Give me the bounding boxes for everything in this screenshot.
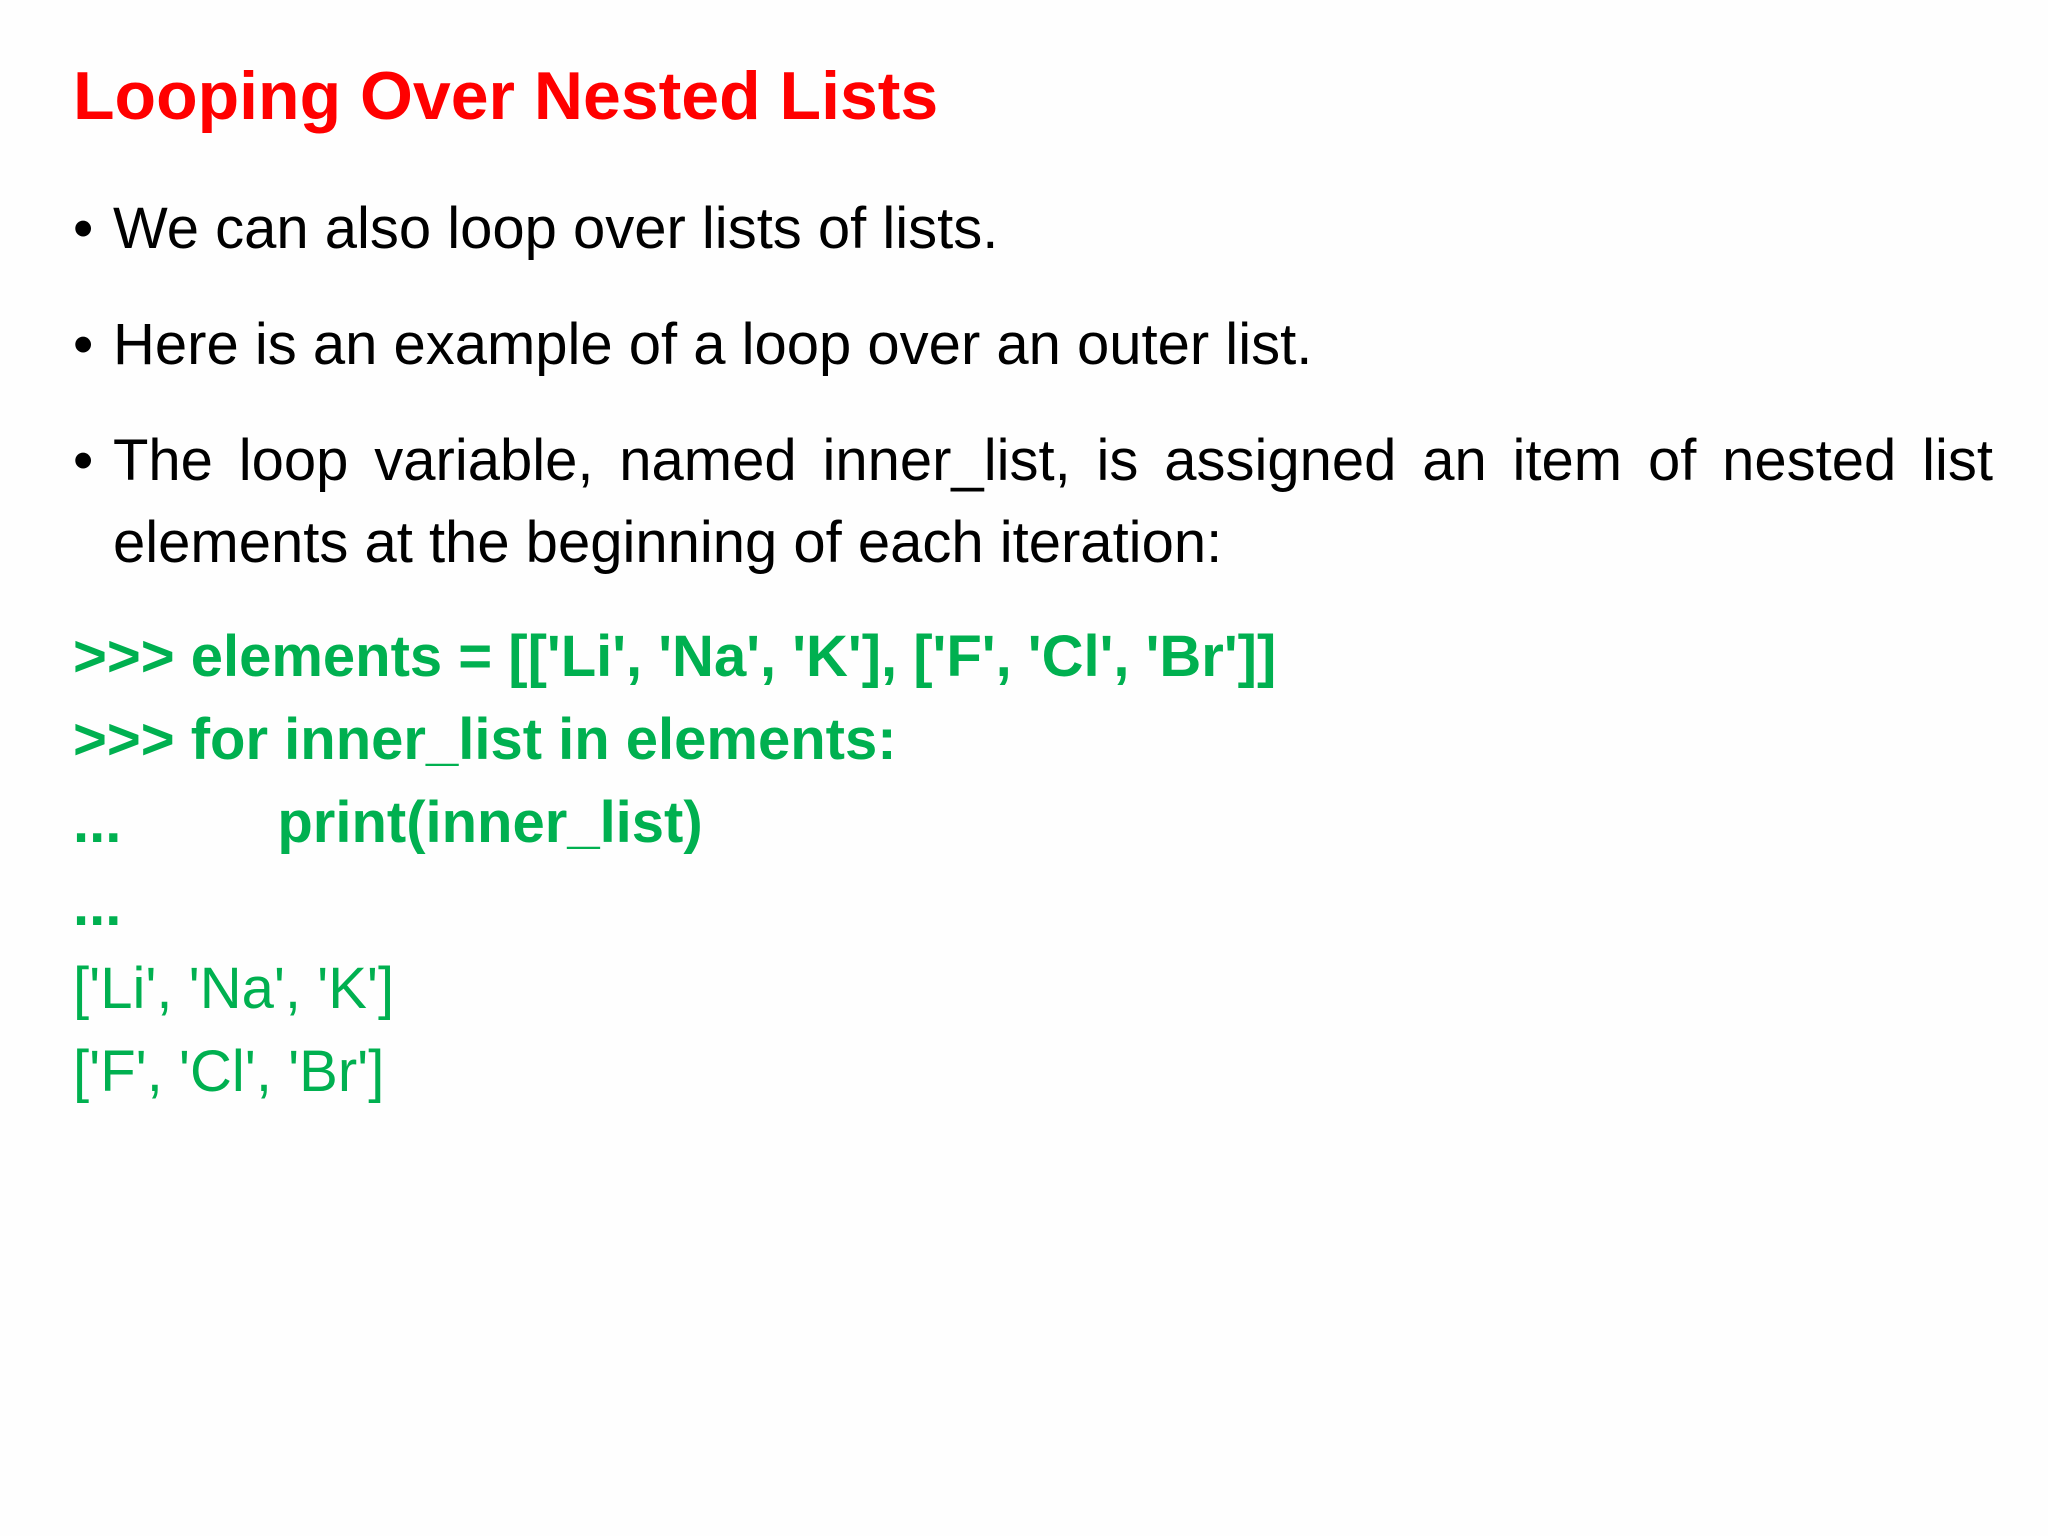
- code-example: [73, 615, 1276, 1113]
- code-line-continuation: ...: [73, 873, 122, 938]
- code-output-line: ['F', 'Cl', 'Br']: [73, 1039, 385, 1104]
- bullet-item: [73, 304, 1993, 386]
- bullet-text: We can also loop over lists of lists.: [113, 196, 999, 261]
- code-line-assignment: >>> elements = [['Li', 'Na', 'K'], ['F', 'Cl', 'Br']]: [73, 624, 1277, 689]
- bullet-dot-icon: •: [73, 196, 94, 261]
- bullet-list: [73, 188, 1993, 618]
- bullet-item: [73, 188, 1993, 270]
- code-line-print: [73, 781, 1276, 864]
- code-line-for-loop: >>> for inner_list in elements:: [73, 707, 897, 772]
- bullet-text: The loop variable, named inner_list, is assigned an item of nested list elements at the beginning of each iteration:: [113, 428, 1993, 575]
- bullet-dot-icon: •: [73, 312, 94, 377]
- bullet-item: [73, 420, 1993, 584]
- slide-title: Looping Over Nested Lists: [73, 58, 939, 134]
- code-continuation-prompt: ...: [73, 790, 122, 855]
- bullet-dot-icon: •: [73, 428, 94, 493]
- code-print-statement: print(inner_list): [277, 790, 703, 855]
- code-output-line: ['Li', 'Na', 'K']: [73, 956, 395, 1021]
- bullet-text: Here is an example of a loop over an outer list.: [113, 312, 1313, 377]
